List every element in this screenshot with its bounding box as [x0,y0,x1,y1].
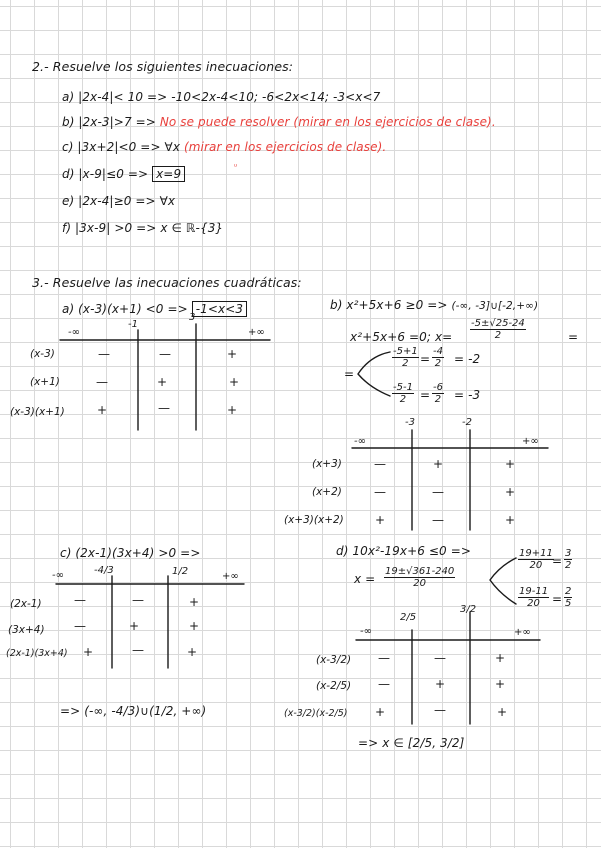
ex3d-root1-den2: 2 [565,560,572,571]
ex3b-eq-tail: = [568,330,579,344]
ex3a-sign-0-0: — [98,347,110,361]
ex3c-row1-label: (3x+4) [8,624,45,636]
ex3a-tick-1: -1 [128,319,138,330]
ex3c-row2-label: (2x-1)(3x+4) [6,648,68,659]
ex3a-sign-1-0: — [96,375,108,389]
ex3d-root2-den: 20 [527,598,540,609]
ex3b-sign-0-2: + [504,457,516,471]
ex3d-statement: d) 10x²-19x+6 ≤0 => [336,544,472,558]
ex3b-root2-num: -5-1 [393,382,413,393]
ex3d-root1-den: 20 [529,560,543,571]
ex3a-sign-2-2: + [226,403,238,417]
ex3a-tick-2: 3 [189,312,196,323]
ex3b-tick-1: -3 [405,417,415,428]
ex3b-equation: x²+5x+6 =0; x= [350,330,453,344]
ex3c-sign-0-1: — [132,593,144,607]
ex3b-sign-2-2: + [504,513,516,527]
ex3c-sign-1-1: + [128,619,140,633]
ex3d-answer: => x ∈ [2/5, 3/2] [358,736,465,750]
ex3a-sign-0-2: + [226,347,238,361]
ex3c-answer: => (-∞, -4/3)∪(1/2, +∞) [60,704,207,718]
ex3b-stmt: b) x²+5x+6 ≥0 => [330,298,448,312]
ex3c-sign-2-1: — [132,643,144,657]
ex3b-sign-0-0: — [374,457,386,471]
ex2-item-f: f) |3x-9| >0 => x ∈ ℝ-{3} [62,221,224,235]
ex3b-root1-den2: 2 [434,358,442,369]
ex2-item-d-box: x=9 [152,166,185,182]
ex3b-sign-1-1: — [432,485,444,499]
ex3b-sign-1-2: + [504,485,516,499]
ex3b-root1-eq: = [420,352,431,366]
ex3a-sign-0-1: — [159,347,171,361]
ex2-item-b-main: b) |2x-3|>7 => [62,115,156,129]
ex3d-sign-2-0: + [374,705,386,719]
ex3b-tick-0: -∞ [354,436,366,447]
ex3b-sign-0-1: + [432,457,444,471]
ex3d-x-eq: x = [354,572,376,586]
ex3d-root2-den2: 5 [565,598,572,609]
ex3c-sign-2-0: + [82,645,94,659]
ex3b-root1-result: = -2 [454,352,481,366]
ex3a-tick-0: -∞ [68,327,80,338]
ex3d-row2-label: (x-3/2)(x-2/5) [284,708,348,719]
ex3b-root2-eq: = [420,388,431,402]
ex3b-root2-den: 2 [399,394,407,405]
ex3a-row1-label: (x+1) [30,376,60,388]
ex3d-sign-2-2: + [496,705,508,719]
ex3d-sign-1-2: + [494,677,506,691]
ex3b-tick-3: +∞ [522,436,539,447]
ex3d-sign-0-0: — [378,651,390,665]
ex2-item-c-main: c) |3x+2|<0 => ∀x [62,140,181,154]
ex2-title: 2.- Resuelve los siguientes inecuaciones: [32,59,294,74]
ex3c-sign-1-0: — [74,619,86,633]
ex2-item-c-note: (mirar en los ejercicios de clase). [183,140,387,154]
ex2-item-b-note: No se puede resolver (mirar en los ejercicios de clase). [159,115,496,129]
ex3c-sign-2-2: + [186,645,198,659]
ex3d-root1-num: 19+11 [519,548,553,559]
ex3d-sign-1-1: + [434,677,446,691]
ex3b-root2-den2: 2 [434,394,442,405]
ex3c-sign-1-2: + [188,619,200,633]
ex3d-tick-1: 2/5 [400,612,417,623]
ex3d-tick-2: 3/2 [460,604,477,615]
ex3-title: 3.- Resuelve las inecuaciones cuadráticas: [32,275,302,290]
ex3c-tick-1: -4/3 [94,565,114,576]
ex3d-sign-0-1: — [434,651,446,665]
ex3d-row1-label: (x-2/5) [316,680,352,692]
ex3b-root2-result: = -3 [454,388,481,402]
ex3d-sign-1-0: — [378,677,390,691]
ex3c-statement: c) (2x-1)(3x+4) >0 => [60,546,201,560]
ex3b-formula-den: 2 [494,330,502,341]
ex3a-tick-3: +∞ [248,327,265,338]
ex3b-answer: (-∞, -3]∪[-2,+∞) [451,300,539,312]
ex3a-stmt: a) (x-3)(x+1) <0 => [62,302,188,316]
ex3c-row0-label: (2x-1) [10,598,42,610]
ex3c-tick-2: 1/2 [172,566,189,577]
ex2-item-e: e) |2x-4|≥0 => ∀x [62,194,176,208]
ex3a-answer-box: -1<x<3 [192,301,247,317]
ex3d-root2-num: 19-11 [519,586,549,597]
ex3a-sign-1-2: + [228,375,240,389]
ex3b-tick-2: -2 [462,417,472,428]
ex3b-row1-label: (x+2) [312,486,342,498]
ex3d-root2-eq: = [552,592,563,606]
ex3c-sign-0-2: + [188,595,200,609]
ex3d-sign-2-1: — [434,703,446,717]
ex3b-root1-num2: -4 [433,346,443,357]
ex3c-sign-0-0: — [74,593,86,607]
ex3b-root1-num: -5+1 [393,346,418,357]
ex2-item-d-main: d) |x-9|≤0 => [62,167,149,181]
ex3b-row2-label: (x+3)(x+2) [284,514,344,526]
ex3b-sign-2-1: — [432,513,444,527]
ex3d-root2-num2: 2 [565,586,572,597]
ex3b-lead-eq: = [344,367,355,381]
ex3a-sign-1-1: + [156,375,168,389]
ex3d-tick-3: +∞ [514,627,531,638]
ex3d-root1-eq: = [552,554,563,568]
ex3c-tick-0: -∞ [52,570,64,581]
ex3d-sign-0-2: + [494,651,506,665]
ex3b-root2-num2: -6 [433,382,443,393]
ex3b-sign-2-0: + [374,513,386,527]
ex3a-row2-label: (x-3)(x+1) [10,406,65,418]
ex3d-formula-den: 20 [413,578,426,589]
ex3b-sign-1-0: — [374,485,386,499]
ex3b-formula-num: -5±√25-24 [471,318,525,329]
ex3d-root1-num2: 3 [565,548,572,559]
ex3a-sign-2-0: + [96,403,108,417]
ex2-item-a: a) |2x-4|< 10 => -10<2x-4<10; -6<2x<14; -3<x<7 [62,90,381,104]
ex3d-tick-0: -∞ [360,626,372,637]
ex3b-row0-label: (x+3) [312,458,342,470]
ex3d-row0-label: (x-3/2) [316,654,352,666]
ex3b-root1-den: 2 [402,358,409,369]
ex2-mark: ᵘ [234,162,238,171]
ex3d-formula-num: 19±√361-240 [385,566,455,577]
ex3a-sign-2-1: — [158,401,170,415]
ex3a-row0-label: (x-3) [30,348,55,360]
ex3c-tick-3: +∞ [222,571,239,582]
